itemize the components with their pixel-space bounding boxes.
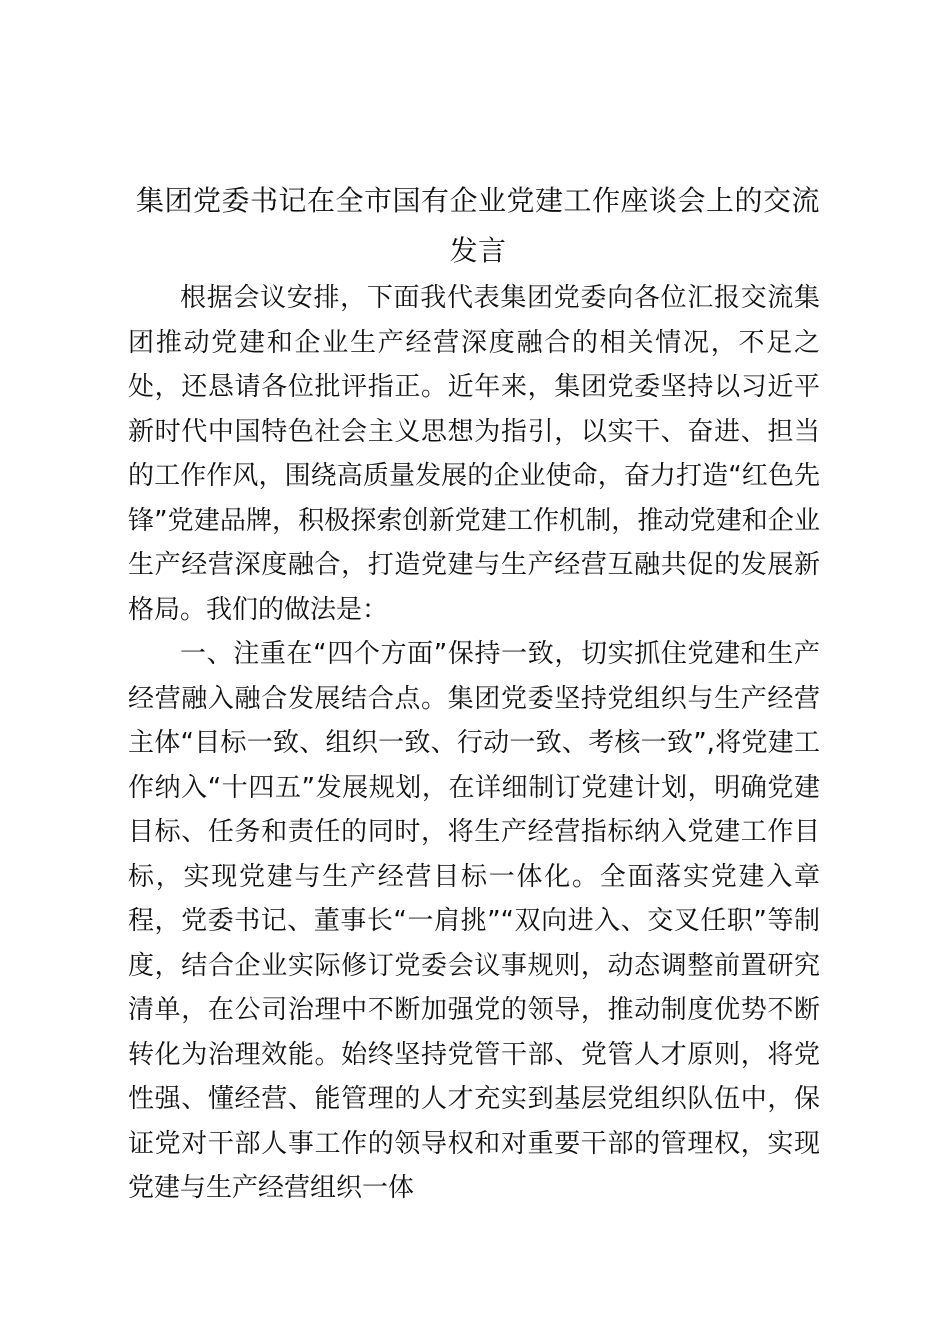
document-title — [128, 176, 828, 276]
paragraph-section-1: 一、注重在“四个方面”保持一致，切实抓住党建和生产经营融入融合发展结合点。集团党委坚持党组织与生产经营主体“目标一致、组织一致、行动一致、考核一致”,将党建工作纳入“十四五”发展规划，在详细制订党建计划，明确党建目标、任务和责任的同时，将生产经营指标纳入党建工作目标，实现党建与生产经营目标一体化。全面落实党建入章程，党委书记、董事长“一肩挑”“双向进入、交叉任职”等制度，结合企业实际修订党委会议事规则，动态调整前置研究清单，在公司治理中不断加强党的领导，推动制度优势不断转化为治理效能。始终坚持党管干部、党管人才原则，将党性强、懂经营、能管理的人才充实到基层党组织队伍中，保证党对干部人事工作的领导权和对重要干部的管理权，实现党建与生产经营组织一体 — [128, 639, 820, 1203]
document-body — [128, 276, 820, 1211]
paragraph-intro: 根据会议安排，下面我代表集团党委向各位汇报交流集团推动党建和企业生产经营深度融合的相关情况，不足之处，还恳请各位批评指正。近年来，集团党委坚持以习近平新时代中国特色社会主义思想为指引，以实干、奋进、担当的工作作风，围绕高质量发展的企业使命，奋力打造“红色先锋”党建品牌，积极探索创新党建工作机制，推动党建和企业生产经营深度融合，打造党建与生产经营互融共促的发展新格局。我们的做法是： — [128, 283, 820, 625]
title-line-1: 集团党委书记在全市国有企业党建工作座谈会上的交流 — [135, 184, 820, 217]
title-line-2: 发言 — [449, 234, 507, 267]
